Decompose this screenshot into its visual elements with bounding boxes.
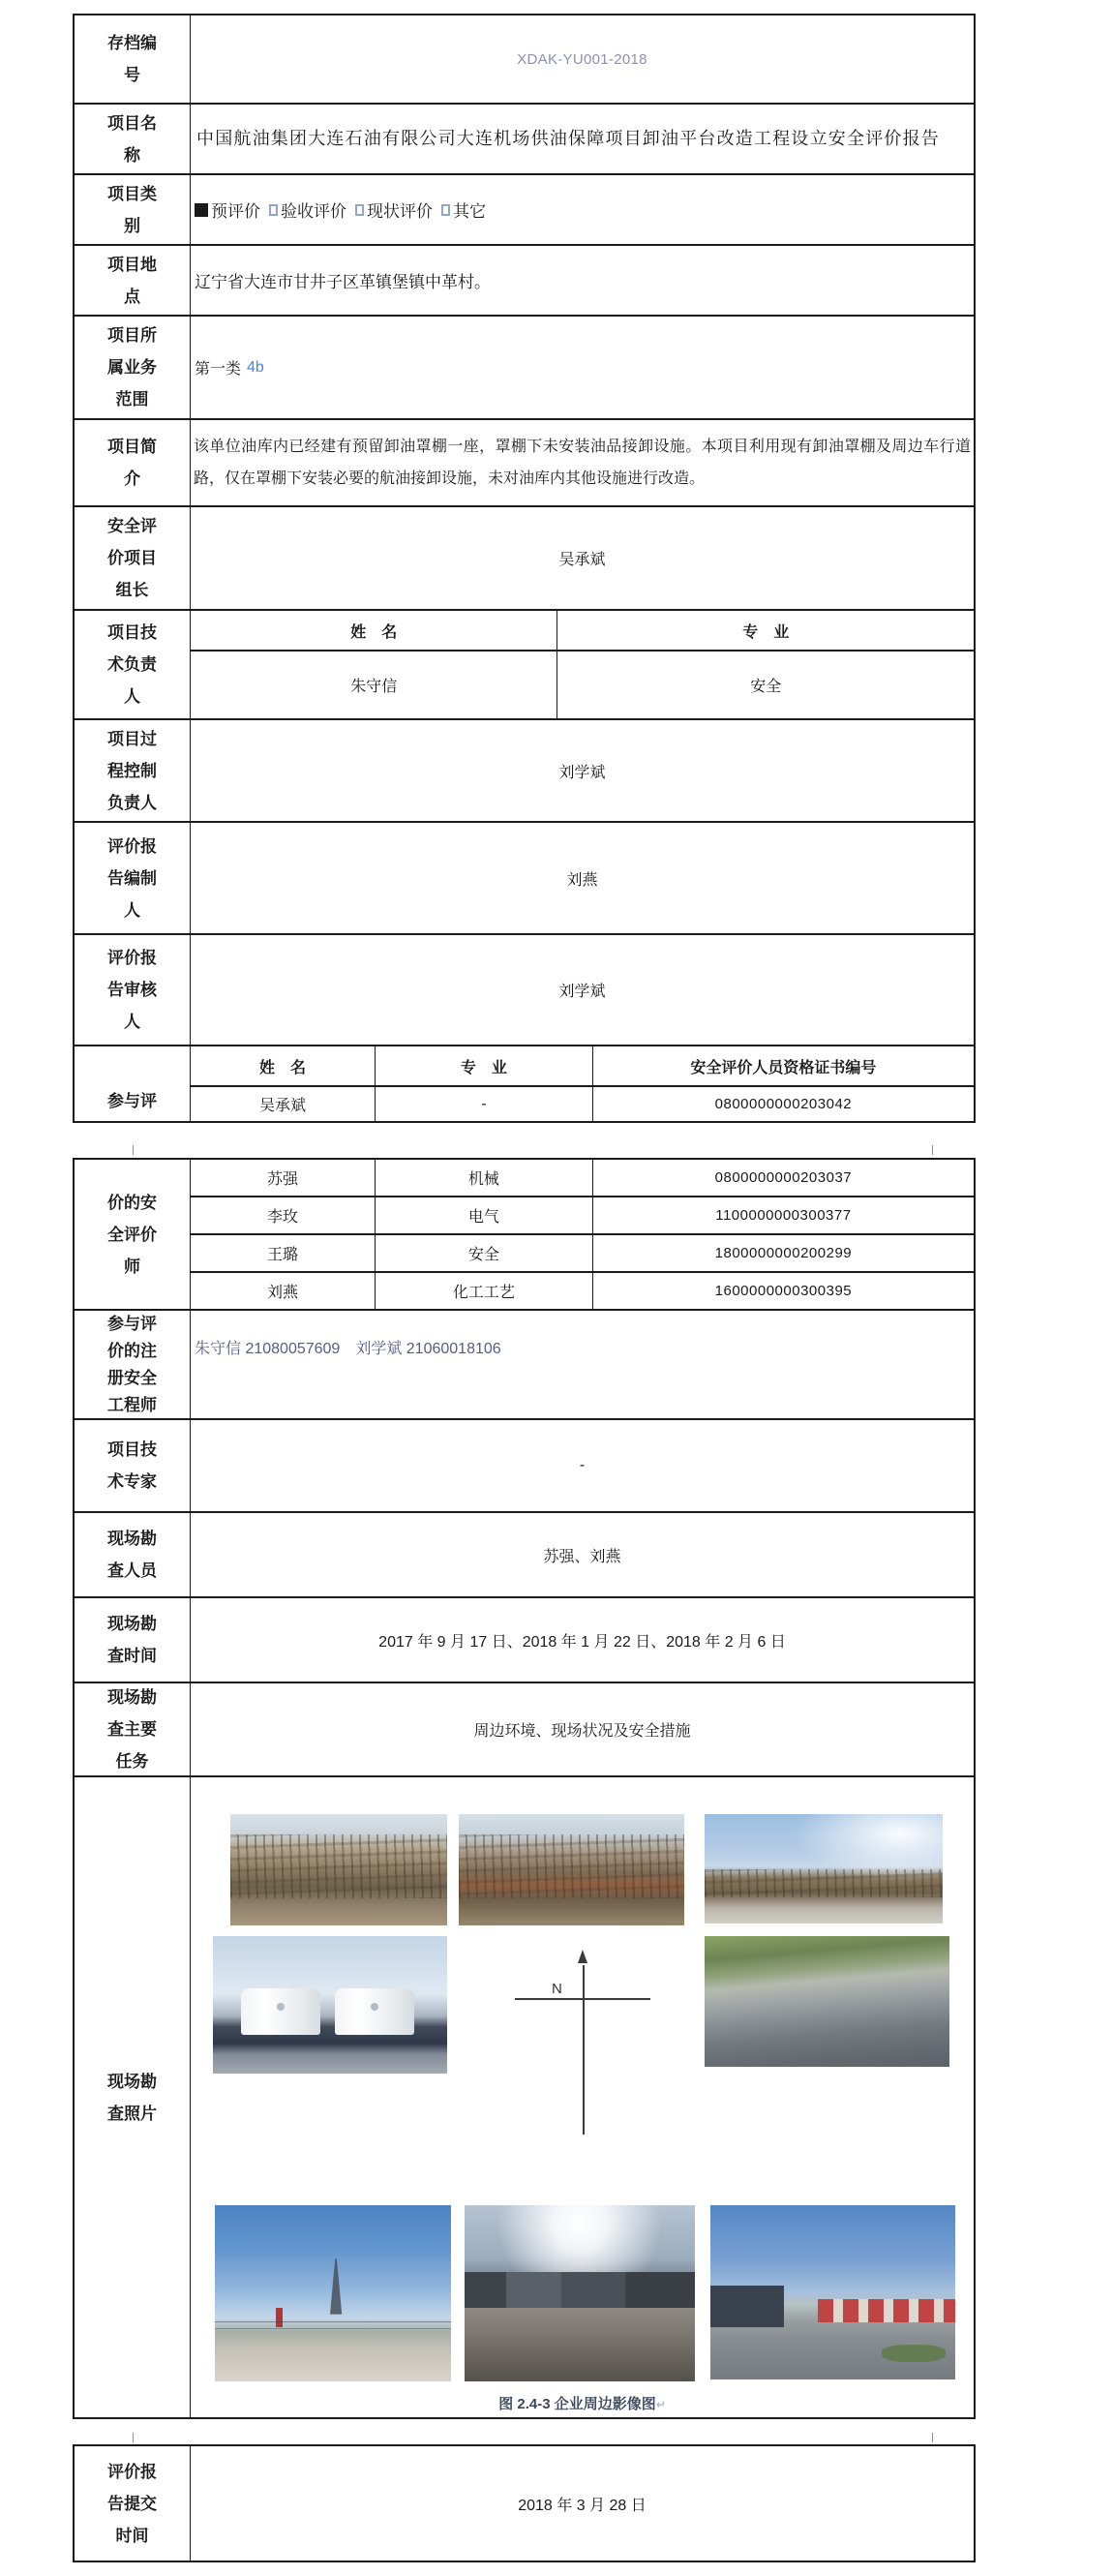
row-survey-time: [75, 1596, 974, 1682]
evaluator-major: -: [376, 1087, 593, 1121]
survey-staff-label-cell: [75, 1513, 191, 1596]
checkbox-option-other[interactable]: [441, 197, 486, 222]
project-name: 中国航油集团大连石油有限公司大连机场供油保障项目卸油平台改造工程设立安全评价报告: [196, 129, 940, 149]
evaluator-cert: 0800000000203037: [714, 1169, 853, 1186]
evaluator-major: 化工工艺: [376, 1273, 593, 1309]
tech-lead-label-cell: [75, 611, 191, 718]
survey-tasks-text: 周边环境、现场状况及安全措施: [473, 1723, 691, 1740]
process-control-label: 项目过程控制负责人: [107, 729, 157, 812]
page-break-mark: [932, 2433, 933, 2442]
survey-photos-grid: [191, 1777, 974, 2417]
survey-staff-value-cell: [191, 1513, 974, 1596]
checkbox-option-pre[interactable]: [195, 197, 260, 222]
checkbox-label: 验收评价: [281, 202, 346, 221]
photo-village-trees: [459, 1814, 684, 1925]
row-survey-photos: [75, 1775, 974, 2417]
project-name-value-cell: [191, 105, 974, 173]
registered-engineers-value-cell: [191, 1311, 974, 1418]
project-name-label-cell: [75, 105, 191, 173]
report-reviewer-value-cell: [191, 935, 974, 1045]
evaluators-label-top: 参与评: [107, 1092, 157, 1110]
row-registered-engineers: [75, 1309, 974, 1418]
report-author-label-cell: [75, 823, 191, 933]
north-arrow-icon: [578, 1950, 587, 1963]
banner-wall: [818, 2299, 955, 2321]
checkbox-label: 预评价: [211, 202, 260, 221]
photo-factory-courtyard: [465, 2205, 695, 2381]
project-type-label-cell: [75, 175, 191, 244]
row-location: [75, 244, 974, 315]
evaluator-name: 李玫: [191, 1197, 376, 1233]
evaluators-name-header: 姓 名: [191, 1046, 376, 1085]
row-project-type: [75, 173, 974, 244]
checkbox-option-status[interactable]: [355, 197, 433, 222]
checkbox-label: 现状评价: [367, 202, 433, 221]
survey-photos-label: 现场勘查照片: [107, 2072, 157, 2123]
evaluator-major: 安全: [376, 1235, 593, 1271]
tech-experts-label-cell: [75, 1420, 191, 1511]
checkbox-icon[interactable]: [269, 204, 278, 216]
submit-time-label-cell: [75, 2446, 191, 2561]
process-control-value-cell: [191, 720, 974, 821]
team-leader-label: 安全评价项目组长: [107, 517, 157, 599]
project-type-value-cell: [191, 175, 974, 244]
submit-time-label: 评价报告提交时间: [107, 2462, 157, 2545]
photo-bare-winter-trees: [230, 1814, 447, 1925]
checkbox-icon[interactable]: [355, 204, 364, 216]
evaluator-row: [191, 1196, 974, 1233]
checkbox-option-acceptance[interactable]: [269, 197, 346, 222]
business-scope-label-cell: [75, 317, 191, 418]
row-evaluators-part2: [75, 1160, 974, 1309]
process-control-name: 刘学斌: [558, 764, 606, 781]
report-reviewer-label-cell: [75, 935, 191, 1045]
tech-experts-label: 项目技术专家: [107, 1440, 157, 1491]
evaluator-name: 刘燕: [191, 1273, 376, 1309]
evaluator-row: [191, 1233, 974, 1271]
page-break-mark: [133, 1145, 134, 1155]
summary-label: 项目简介: [107, 438, 157, 488]
report-author-name: 刘燕: [566, 871, 598, 889]
tech-lead-value-row: [191, 650, 974, 718]
survey-time-label: 现场勘查时间: [107, 1615, 157, 1665]
archive-value-cell: [191, 15, 974, 103]
evaluator-row: [191, 1160, 974, 1196]
survey-time-dates: 2017 年 9 月 17 日、2018 年 1 月 22 日、2018 年 2 月 6 日: [378, 1633, 786, 1651]
location-value-cell: [191, 246, 974, 315]
evaluators-subtable-part2: [191, 1160, 974, 1309]
team-leader-name: 吴承斌: [558, 552, 606, 568]
oil-tank: [241, 1988, 320, 2035]
evaluators-label-bottom: 价的安全评价师: [107, 1193, 157, 1276]
evaluators-major-header: 专 业: [376, 1046, 593, 1085]
lattice-tower: [328, 2258, 344, 2315]
row-tech-experts: [75, 1418, 974, 1511]
row-survey-staff: [75, 1511, 974, 1596]
survey-staff-names: 苏强、刘燕: [543, 1548, 621, 1565]
survey-tasks-value-cell: [191, 1683, 974, 1775]
row-report-reviewer: [75, 933, 974, 1045]
report-info-table-continued: [73, 1158, 976, 2419]
photo-tower-and-fence: [215, 2205, 451, 2381]
report-author-label: 评价报告编制人: [107, 836, 157, 920]
dark-containers: [710, 2286, 784, 2327]
location-label-cell: [75, 246, 191, 315]
green-shrub: [882, 2345, 946, 2362]
location-value: 辽宁省大连市甘井子区革镇堡镇中革村。: [195, 273, 491, 291]
tech-lead-name: 朱守信: [191, 652, 557, 718]
red-sign: [276, 2308, 283, 2327]
checkbox-icon[interactable]: [195, 203, 208, 217]
summary-label-cell: [75, 420, 191, 505]
team-leader-label-cell: [75, 507, 191, 609]
row-survey-tasks: [75, 1682, 974, 1775]
figure-caption: 图 2.4-3 企业周边影像图↵: [498, 2396, 666, 2412]
checkbox-label: 其它: [453, 202, 486, 221]
registered-engineers-label: 参与评价的注册安全工程师: [107, 1314, 157, 1414]
page-break-mark: [133, 2433, 134, 2442]
archive-label: 存档编号: [107, 34, 157, 84]
evaluator-cert: 1800000000200299: [714, 1245, 853, 1261]
business-scope-value-cell: [191, 317, 974, 418]
survey-time-label-cell: [75, 1598, 191, 1682]
paragraph-mark: ↵: [655, 2398, 666, 2411]
row-tech-lead: [75, 609, 974, 718]
summary-value-cell: [191, 420, 974, 505]
row-process-control: [75, 718, 974, 821]
report-reviewer-name: 刘学斌: [558, 984, 606, 1000]
compass-horizontal-line: [515, 1998, 650, 2000]
survey-photos-label-cell: [75, 1777, 191, 2417]
tech-experts-value-cell: [191, 1420, 974, 1511]
archive-number: XDAK-YU001-2018: [517, 50, 647, 68]
submit-time-value-cell: [191, 2446, 974, 2561]
tech-experts-value: -: [579, 1457, 586, 1473]
tech-lead-major: 安全: [750, 679, 782, 695]
registered-engineers-value: 朱守信 21080057609 刘学斌 21060018106: [195, 1341, 501, 1357]
row-submit-time: [75, 2446, 974, 2561]
project-name-label: 项目名称: [107, 113, 157, 165]
evaluator-major: 机械: [376, 1160, 593, 1196]
evaluator-cert: 0800000000203042: [714, 1096, 853, 1112]
tech-lead-subtable: [191, 611, 974, 718]
evaluators-header-row: [191, 1046, 974, 1085]
tech-lead-label: 项目技术负责人: [107, 623, 157, 706]
factory-buildings: [465, 2272, 695, 2307]
row-summary: [75, 418, 974, 505]
evaluators-subtable-part1: [191, 1046, 974, 1121]
report-author-value-cell: [191, 823, 974, 933]
compass-north-label: N: [552, 1981, 562, 1997]
evaluator-row: [191, 1085, 974, 1121]
evaluator-major: 电气: [376, 1197, 593, 1233]
archive-label-cell: [75, 15, 191, 103]
photo-trees-and-clouds: [705, 1814, 943, 1924]
business-scope-code: 4b: [247, 358, 264, 376]
row-report-author: [75, 821, 974, 933]
row-archive: [75, 15, 974, 103]
evaluator-name: 吴承斌: [191, 1087, 376, 1121]
report-submit-table: [73, 2444, 976, 2562]
business-scope-category: 第一类: [195, 361, 242, 378]
team-leader-value-cell: [191, 507, 974, 609]
row-project-name: [75, 103, 974, 173]
photo-road-wall-banners: [710, 2205, 955, 2379]
compass-vertical-line: [583, 1965, 585, 2135]
photo-oil-storage-tanks: [213, 1936, 447, 2074]
row-business-scope: [75, 315, 974, 418]
row-team-leader: [75, 505, 974, 609]
survey-time-value-cell: [191, 1598, 974, 1682]
report-reviewer-label: 评价报告审核人: [107, 949, 157, 1031]
evaluator-cert: 1100000000300377: [715, 1207, 852, 1224]
business-scope-label: 项目所属业务范围: [107, 326, 157, 409]
photo-grass-road: [705, 1936, 949, 2067]
project-type-label: 项目类别: [107, 184, 157, 235]
submit-time-date: 2018 年 3 月 28 日: [518, 2497, 647, 2514]
tech-lead-header-row: [191, 611, 974, 650]
report-info-table: [73, 14, 976, 1123]
location-label: 项目地点: [107, 255, 157, 306]
page-break-mark: [932, 1145, 933, 1155]
evaluator-row: [191, 1271, 974, 1309]
row-evaluators-part1: [75, 1045, 974, 1121]
evaluator-name: 王璐: [191, 1235, 376, 1271]
registered-engineers-label-cell: [75, 1311, 191, 1418]
evaluator-name: 苏强: [191, 1160, 376, 1196]
survey-staff-label: 现场勘查人员: [107, 1530, 157, 1580]
tech-lead-major-header: 专 业: [742, 623, 790, 641]
summary-text: 该单位油库内已经建有预留卸油罩棚一座，罩棚下未安装油品接卸设施。本项目利用现有卸油罩棚及周边车行道路，仅在罩棚下安装必要的航油接卸设施，未对油库内其他设施进行改造。: [194, 439, 971, 487]
tech-lead-name-header: 姓 名: [191, 611, 557, 650]
evaluators-label-cell-bottom: [75, 1160, 191, 1309]
survey-tasks-label-cell: [75, 1683, 191, 1775]
north-compass-diagram: [466, 1942, 699, 2150]
survey-tasks-label: 现场勘查主要任务: [107, 1688, 157, 1771]
process-control-label-cell: [75, 720, 191, 821]
evaluators-cert-header: 安全评价人员资格证书编号: [690, 1059, 877, 1076]
checkbox-icon[interactable]: [441, 204, 450, 216]
evaluator-cert: 1600000000300395: [714, 1283, 853, 1299]
oil-tank: [335, 1988, 414, 2035]
evaluators-label-cell-top: [75, 1046, 191, 1121]
